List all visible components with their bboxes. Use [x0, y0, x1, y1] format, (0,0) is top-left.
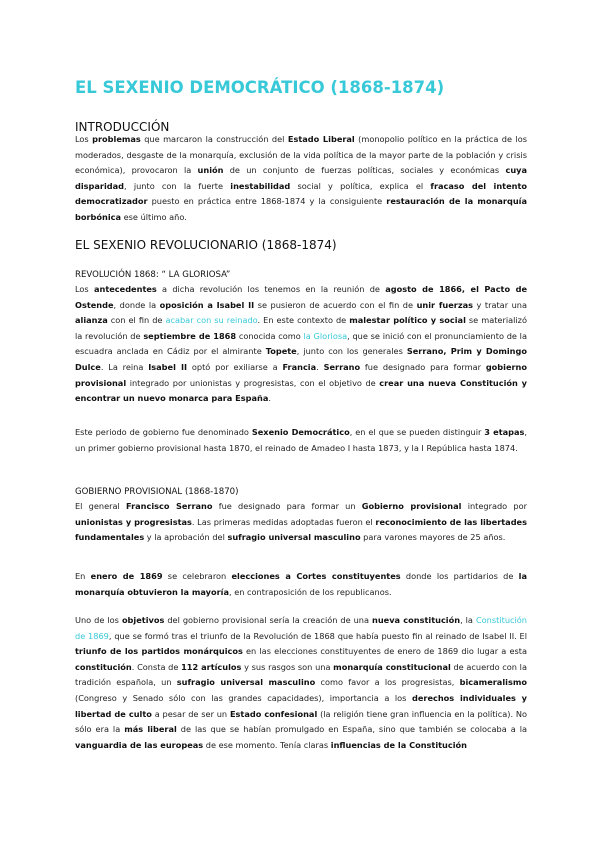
text-run: . Las primeras medidas adoptadas fueron el — [191, 516, 376, 527]
text-run: , un primer gobierno provisional hasta 1870, el reinado de Amadeo I hasta 1873, y la I República hasta 1874. — [75, 427, 528, 453]
text-run: bicameralismo — [459, 677, 527, 688]
text-run: alianza — [75, 315, 108, 326]
text-run: , que se inició con el pronunciamiento de la escuadra anclada en Cádiz por el almirante — [75, 330, 527, 357]
text-run: integrado por unionistas y progresistas, con el objetivo de — [126, 377, 380, 388]
text-run: oposición a Isabel II — [159, 299, 255, 310]
gobierno-paragraph-2 — [75, 569, 527, 600]
text-run: y la aprobación del — [144, 532, 228, 543]
text-run: de acuerdo con la tradición española, un — [75, 661, 527, 688]
text-run: Serrano, Prim y Domingo Dulce — [75, 346, 527, 372]
text-run: vanguardia de las europeas — [75, 739, 204, 750]
text-run: En — [75, 571, 91, 581]
revolucion-heading: REVOLUCIÓN 1868: “ LA GLORIOSA” — [75, 270, 231, 280]
text-run: optó por exiliarse a — [187, 361, 283, 372]
text-run: 3 etapas — [484, 427, 525, 437]
text-run: restauración de la monarquía borbónica — [75, 196, 527, 222]
text-run: conocida como — [236, 330, 304, 341]
text-run: elecciones a Cortes constituyentes — [231, 571, 401, 581]
page-title: EL SEXENIO DEMOCRÁTICO (1868-1874) — [75, 78, 445, 97]
text-run: problemas — [92, 134, 141, 144]
text-run: (Congreso y Senado sólo con las grandes capacidades), importancia a los — [75, 692, 412, 703]
intro-heading: INTRODUCCIÓN — [75, 120, 170, 134]
text-run: Topete — [265, 346, 297, 357]
text-run: cuya disparidad — [75, 165, 528, 191]
text-run: (monopolio político en la práctica de los moderados, desgaste de la monarquía, exclusión de la vida política de la mayor parte de la población y crisis económica), provocaron la — [75, 134, 527, 176]
text-run: fracaso del intento democratizador — [75, 180, 528, 207]
text-run: la Gloriosa — [303, 330, 348, 341]
text-run: Sexenio Democrático — [251, 427, 350, 437]
text-run: derechos individuales y libertad de culto — [75, 692, 527, 719]
text-run: . — [268, 393, 271, 404]
text-run: Constitución de 1869 — [75, 615, 527, 641]
text-run: de ese momento. Tenía claras — [203, 739, 331, 750]
text-run: Estado confesional — [229, 708, 318, 719]
text-run: influencias de la Constitución — [330, 739, 467, 750]
text-run: con el fin de — [107, 315, 166, 326]
text-run: sufragio universal masculino — [227, 532, 361, 543]
text-run: nueva constitución — [372, 615, 461, 625]
text-run: , la — [460, 615, 476, 625]
text-run: agosto de 1866, — [385, 284, 471, 294]
text-run: acabar con su reinado — [165, 315, 258, 326]
text-run: del gobierno provisional sería la creación de una — [164, 615, 372, 625]
gobierno-heading: GOBIERNO PROVISIONAL (1868-1870) — [75, 487, 239, 497]
text-run: Serrano — [323, 361, 361, 372]
gobierno-paragraph-1 — [75, 499, 527, 546]
gobierno-paragraph-3 — [75, 613, 527, 753]
text-run: septiembre de 1868 — [143, 330, 237, 341]
text-run: y tratar una — [472, 299, 527, 310]
text-run: unionistas y progresistas — [75, 516, 192, 527]
text-run: fue designado para formar — [360, 361, 486, 372]
text-run: sufragio universal masculino — [176, 677, 316, 688]
text-run: crear una nueva Constitución y encontrar un nuevo monarca para España — [75, 377, 527, 404]
text-run: , en contraposición de los republicanos. — [229, 586, 392, 597]
text-run: . Consta de — [131, 661, 182, 672]
text-run: inestabilidad — [230, 180, 291, 191]
text-run: se materializó la revolución de — [75, 315, 527, 341]
text-run: Los — [75, 134, 93, 144]
text-run: monarquía constitucional — [333, 661, 451, 672]
text-run: y sus rasgos son una — [241, 661, 334, 672]
text-run: (la religión tiene gran influencia en la política). No sólo era la — [75, 708, 527, 735]
text-run: más liberal — [124, 724, 177, 735]
text-run: constitución — [75, 661, 132, 672]
text-run: antecedentes — [93, 284, 157, 294]
text-run: se celebraron — [162, 571, 232, 581]
text-run: . La reina — [100, 361, 149, 372]
text-run: Estado Liberal — [287, 134, 355, 144]
text-run: ese último año. — [121, 211, 187, 222]
text-run: , que se formó tras el triunfo de la Revolución de 1868 que había puesto fin al reinado de Isabel II. El — [108, 630, 527, 641]
text-run: que marcaron la construcción del — [140, 134, 288, 144]
text-run: El general — [75, 501, 127, 511]
text-run: se pusieron de acuerdo con el fin de — [254, 299, 417, 310]
section-heading: EL SEXENIO REVOLUCIONARIO (1868-1874) — [75, 238, 337, 252]
text-run: Francia — [282, 361, 317, 372]
text-run: unión — [197, 165, 224, 176]
text-run: a dicha revolución los tenemos en la reunión de — [156, 284, 386, 294]
text-run: Gobierno provisional — [361, 501, 462, 511]
text-run: para varones mayores de 25 años. — [360, 532, 506, 543]
text-run: , junto con los generales — [296, 346, 407, 357]
text-run: como favor a los progresistas, — [315, 677, 460, 688]
text-run: de las que se habían promulgado en España, sino que también se colocaba a la — [176, 724, 527, 735]
text-run: , donde la — [113, 299, 160, 310]
text-run: la monarquía obtuvieron la mayoría — [75, 571, 527, 597]
text-run: , en el que se pueden distinguir — [349, 427, 485, 437]
text-run: Francisco Serrano — [126, 501, 213, 511]
revolucion-paragraph-1 — [75, 282, 527, 407]
text-run: 112 artículos — [181, 661, 242, 672]
text-run: , junto con la fuerte — [124, 180, 231, 191]
text-run: Este periodo de gobierno fue denominado — [75, 427, 252, 437]
text-run: donde los partidarios de — [400, 571, 519, 581]
text-run: gobierno provisional — [75, 361, 528, 388]
text-run: . En este contexto de — [257, 315, 350, 326]
text-run: malestar político y social — [349, 315, 466, 326]
text-run: de un conjunto de fuerzas políticas, sociales y económicas — [223, 165, 506, 176]
text-run: triunfo de los partidos monárquicos — [75, 646, 243, 657]
text-run: a pesar de ser un — [151, 708, 230, 719]
text-run: Los — [75, 284, 94, 294]
text-run: integrado por — [461, 501, 527, 511]
revolucion-paragraph-2 — [75, 425, 527, 456]
text-run: fue designado para formar un — [212, 501, 362, 511]
text-run: social y política, explica el — [290, 180, 431, 191]
text-run: Isabel II — [148, 361, 188, 372]
text-run: . — [316, 361, 324, 372]
text-run: el Pacto de Ostende — [75, 284, 528, 310]
text-run: enero de 1869 — [90, 571, 163, 581]
text-run: en las elecciones constituyentes de enero de 1869 dio lugar a esta — [242, 646, 527, 657]
intro-paragraph — [75, 132, 527, 226]
text-run: reconocimiento de las libertades fundamentales — [75, 516, 527, 543]
text-run: unir fuerzas — [416, 299, 473, 310]
text-run: puesto en práctica entre 1868-1874 y la consiguiente — [147, 196, 387, 207]
text-run: objetivos — [121, 615, 165, 625]
text-run: Uno de los — [75, 615, 122, 625]
